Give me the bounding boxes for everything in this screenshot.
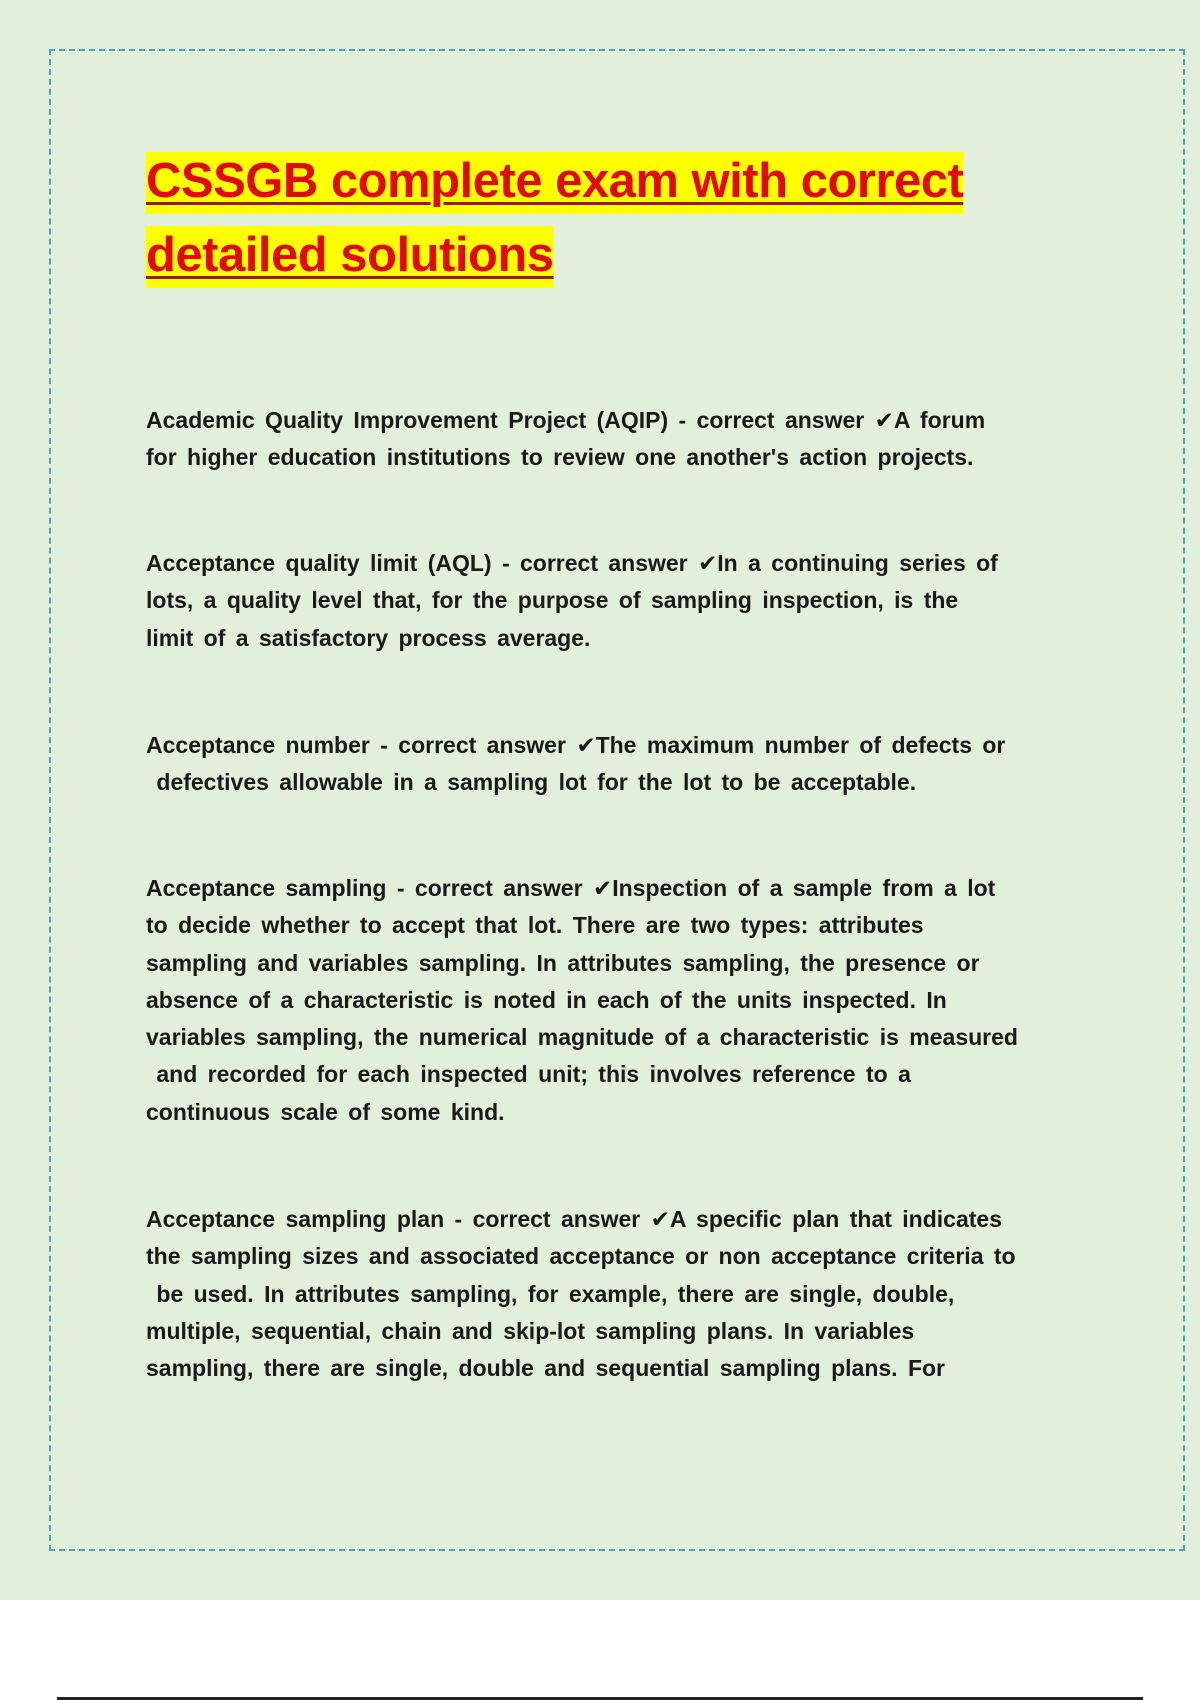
entry-line: continuous scale of some kind. [146, 1098, 505, 1125]
entry-acceptance-number [146, 727, 1086, 802]
entry-line: Acceptance quality limit (AQL) - correct answer ✔In a continuing series of [146, 550, 998, 576]
entry-line: and recorded for each inspected unit; this involves reference to a [146, 1061, 911, 1088]
title-line-1: CSSGB complete exam with correct [146, 152, 963, 214]
entry-line: Acceptance sampling - correct answer ✔Inspection of a sample from a lot [146, 875, 996, 901]
entry-line: to decide whether to accept that lot. There are two types: attributes [146, 912, 924, 939]
entry-line: sampling and variables sampling. In attributes sampling, the presence or [146, 949, 980, 976]
entry-aql [146, 545, 1086, 657]
entry-line: Academic Quality Improvement Project (AQIP) - correct answer ✔A forum [146, 407, 986, 433]
entry-acceptance-sampling [146, 870, 1086, 1131]
entry-line: sampling, there are single, double and sequential sampling plans. For [146, 1355, 945, 1382]
entry-line: the sampling sizes and associated acceptance or non acceptance criteria to [146, 1243, 1016, 1270]
entry-line: limit of a satisfactory process average. [146, 624, 591, 651]
entry-aqip [146, 402, 1086, 477]
entry-line: be used. In attributes sampling, for example, there are single, double, [146, 1280, 955, 1307]
entry-line: Acceptance number - correct answer ✔The maximum number of defects or [146, 732, 1006, 758]
entry-line: Acceptance sampling plan - correct answer ✔A specific plan that indicates [146, 1206, 1002, 1232]
entry-acceptance-sampling-plan [146, 1201, 1086, 1387]
entry-line: defectives allowable in a sampling lot for the lot to be acceptable. [146, 769, 917, 796]
document-title [146, 144, 1046, 292]
entry-line: absence of a characteristic is noted in each of the units inspected. In [146, 986, 947, 1013]
entry-line: multiple, sequential, chain and skip-lot sampling plans. In variables [146, 1317, 915, 1344]
entry-line: for higher education institutions to review one another's action projects. [146, 444, 974, 471]
title-line-2: detailed solutions [146, 226, 554, 288]
entry-line: lots, a quality level that, for the purpose of sampling inspection, is the [146, 587, 959, 614]
entry-line: variables sampling, the numerical magnitude of a characteristic is measured [146, 1024, 1018, 1051]
